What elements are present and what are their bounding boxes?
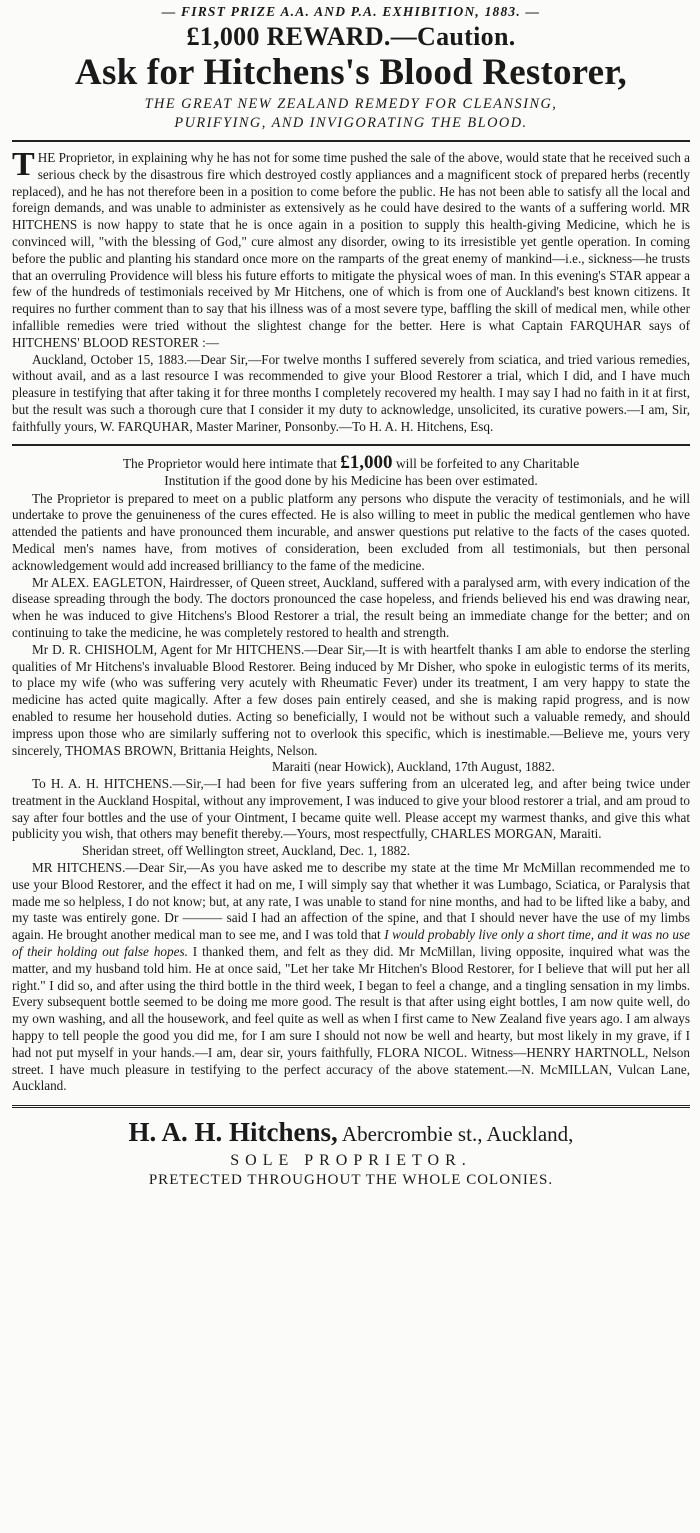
chisholm-testimonial: Mr D. R. CHISHOLM, Agent for Mr HITCHENS.—Dear Sir,—It is with heartfelt thanks I am able to endorse the sterling qualities of Mr Hitchens's invaluable Blood Restorer. Being induced by Mr Disher, who spoke in eulogistic terms of its merits, to place my wife (who was suffering very acutely with Rheumatic Fever) under its treatment, I am very happy to state the medicine has acted quite magically. After a few doses pain entirely ceased, and she is making rapid progress, and is now enabled to resume her household duties. Acting so beneficially, I would not be without such a valuable remedy, and should impress upon those who are similarly suffering not to overlook this specific, which is inestimable.—Believe me, yours very sincerely, THOMAS BROWN, Brittania Heights, Nelson. bbox=[12, 641, 690, 758]
divider bbox=[12, 444, 690, 446]
proprietor-address: Abercrombie st., Auckland, bbox=[337, 1122, 574, 1147]
mcmillan-part-b: I thanked them, and felt as they did. Mr McMillan, living opposite, inquired what was the matter, and my husband told him. He at once said, "Let her take Mr Hitchen's Blood Restorer, for I believe that will put her all right." I did so, and after using the third bottle in the third week, I began to feel a change, and a tingling sensation in my limbs. Every subsequent bottle seemed to be doing me more good. The result is that after using eight bottles, I am now quite well, do my own washing, and all the housework, and feel quite as well as when I first came to New Zealand five years ago. I am always happy to tell people the good you did me, for I am sure I should not now be well and hearty, but most likely in my grave, if I had not put myself in your hands.—I am, dear sir, yours faithfully, FLORA NICOL. Witness—HENRY HARTNOLL, Nelson street. I have much pleasure in testifying to the perfect accuracy of the above statement.—N. McMILLAN, Vulcan Lane, Auckland. bbox=[12, 944, 690, 1094]
protected-line: PRETECTED THROUGHOUT THE WHOLE COLONIES. bbox=[148, 1172, 554, 1189]
testimonials-section bbox=[12, 491, 690, 1096]
intro-paragraph bbox=[12, 146, 690, 352]
forfeit-amount: £1,000 bbox=[340, 451, 393, 473]
divider bbox=[12, 1105, 690, 1108]
farquhar-testimonial: Auckland, October 15, 1883.—Dear Sir,—For twelve months I suffered severely from sciatica, and tried various remedies, without avail, and as a last resource I was recommended to give your Blood Restorer a trial, which I did, and I have much pleasure in testifying that after taking it for three months I completely recovered my health. I may say I had no faith in it at first, but the result was such a thorough cure that I consider it my duty to acknowledge, unsolicited, its curative powers.—I am, Sir, faithfully yours, W. FARQUHAR, Master Mariner, Ponsonby.—To H. A. H. Hitchens, Esq. bbox=[12, 351, 690, 434]
sheridan-dateline: Sheridan street, off Wellington street, Auckland, Dec. 1, 1882. bbox=[82, 843, 411, 859]
exhibition-line: — FIRST PRIZE A.A. AND P.A. EXHIBITION, 1883. — bbox=[161, 4, 541, 19]
mcmillan-italic: I would probably live only a short time, and it was no use of their holding out false hopes. bbox=[12, 927, 690, 960]
forfeit-part-2: will be forfeited to any Charitable bbox=[392, 455, 580, 471]
mcmillan-part-a: MR HITCHENS.—Dear Sir,—As you have asked me to describe my state at the time Mr McMillan recommended me to use your Blood Restorer, and the effect it had on me, I will simply say that whether it was Lumbago, Sciatica, or Paralysis that made me so helpless, I do not know; but, at any rate, I was unable to stand for nine months, and had to be lifted like a baby, and my taste was entirely gone. Dr ——— said I had an affection of the spine, and that I should never have the use of my limbs again. He brought another medical man to see me, and I was told that bbox=[12, 860, 690, 943]
subhead-line-1: THE GREAT NEW ZEALAND REMEDY FOR CLEANSING, bbox=[144, 96, 558, 112]
headline: Ask for Hitchens's Blood Restorer, bbox=[75, 52, 627, 93]
platform-paragraph: The Proprietor is prepared to meet on a public platform any persons who dispute the veracity of testimonials, and he will undertake to prove the genuineness of the cures effected. He is also willing to meet in public the medical gentlemen who have attended the patients and have pronounced them incurable, and answer questions put relative to the facts of the cases quoted. Medical men's names have, from motives of consideration, been excluded from all testimonials, but then personal acknowledgement would add increased brilliancy to the fame of the medicine. bbox=[12, 490, 690, 573]
maraiti-dateline: Maraiti (near Howick), Auckland, 17th August, 1882. bbox=[272, 759, 555, 775]
sole-proprietor-line: SOLE PROPRIETOR. bbox=[230, 1152, 472, 1170]
subhead-line-2: PURIFYING, AND INVIGORATING THE BLOOD. bbox=[174, 115, 528, 131]
eagleton-testimonial: Mr ALEX. EAGLETON, Hairdresser, of Queen street, Auckland, suffered with a paralysed arm, with every indication of the disease spreading through the body. The doctors pronounced the case hopeless, and friends believed his end was drawing near, when he was induced to give Hitchens's Blood Restorer a trial, the result being an immediate change for the better; and on continuing to take the medicine, he was completely restored to health and strength. bbox=[12, 574, 690, 640]
drop-cap: T bbox=[12, 146, 35, 183]
forfeit-notice bbox=[12, 451, 690, 489]
intro-section bbox=[12, 146, 690, 436]
mcmillan-testimonial bbox=[12, 860, 690, 1095]
proprietor-name-text: H. A. H. Hitchens, bbox=[128, 1117, 338, 1148]
forfeit-part-1: The Proprietor would here intimate that bbox=[122, 455, 341, 471]
morgan-testimonial: To H. A. H. HITCHENS.—Sir,—I had been for five years suffering from an ulcerated leg, and after being twice under treatment in the Auckland Hospital, without any improvement, I was induced to give your blood restorer a trial, and am proud to say after four bottles and the use of your Ointment, I became quite well. Please accept my warmest thanks, and give this what publicity you wish, that others may benefit thereby.—Yours, most respectfully, CHARLES MORGAN, Maraiti. bbox=[12, 776, 690, 842]
divider bbox=[12, 140, 690, 142]
intro-text: HE Proprietor, in explaining why he has not for some time pushed the sale of the above, would state that he received such a serious check by the disastrous fire which destroyed costly appliances and a magnificent stock of prepared herbs (recently replaced), and he has not therefore been in a position to come before the public. He has not been able to satisfy all the local and foreign demands, and was unable to administer as extensively as he could have desired to the wants of a suffering world. MR HITCHENS is now happy to state that he is once again in a position to supply this health-giving Medicine, which he is convinced will, "with the blessing of God," cure almost any disorder, owing to its irresistible yet gentle operation. In coming before the public and planting his standard once more on the ramparts of the great enemy of mankind—i.e., sickness—he trusts that an overruling Providence will bless his future efforts to mitigate the physical woes of man. In this evening's STAR appear a few of the hundreds of testimonials received by Mr Hitchens, one of which is from one of Auckland's best known citizens. It requires no further comment than to say that his illness was of a most severe type, baffling the skill of medical men, while other infallible remedies were tried without the slightest change for the better. Here is what Captain FARQUHAR says of HITCHENS' BLOOD RESTORER :— bbox=[12, 150, 690, 350]
reward-line: £1,000 REWARD.—Caution. bbox=[186, 22, 516, 51]
forfeit-line-2: Institution if the good done by his Medicine has been over estimated. bbox=[164, 472, 538, 488]
proprietor-name bbox=[12, 1116, 690, 1150]
